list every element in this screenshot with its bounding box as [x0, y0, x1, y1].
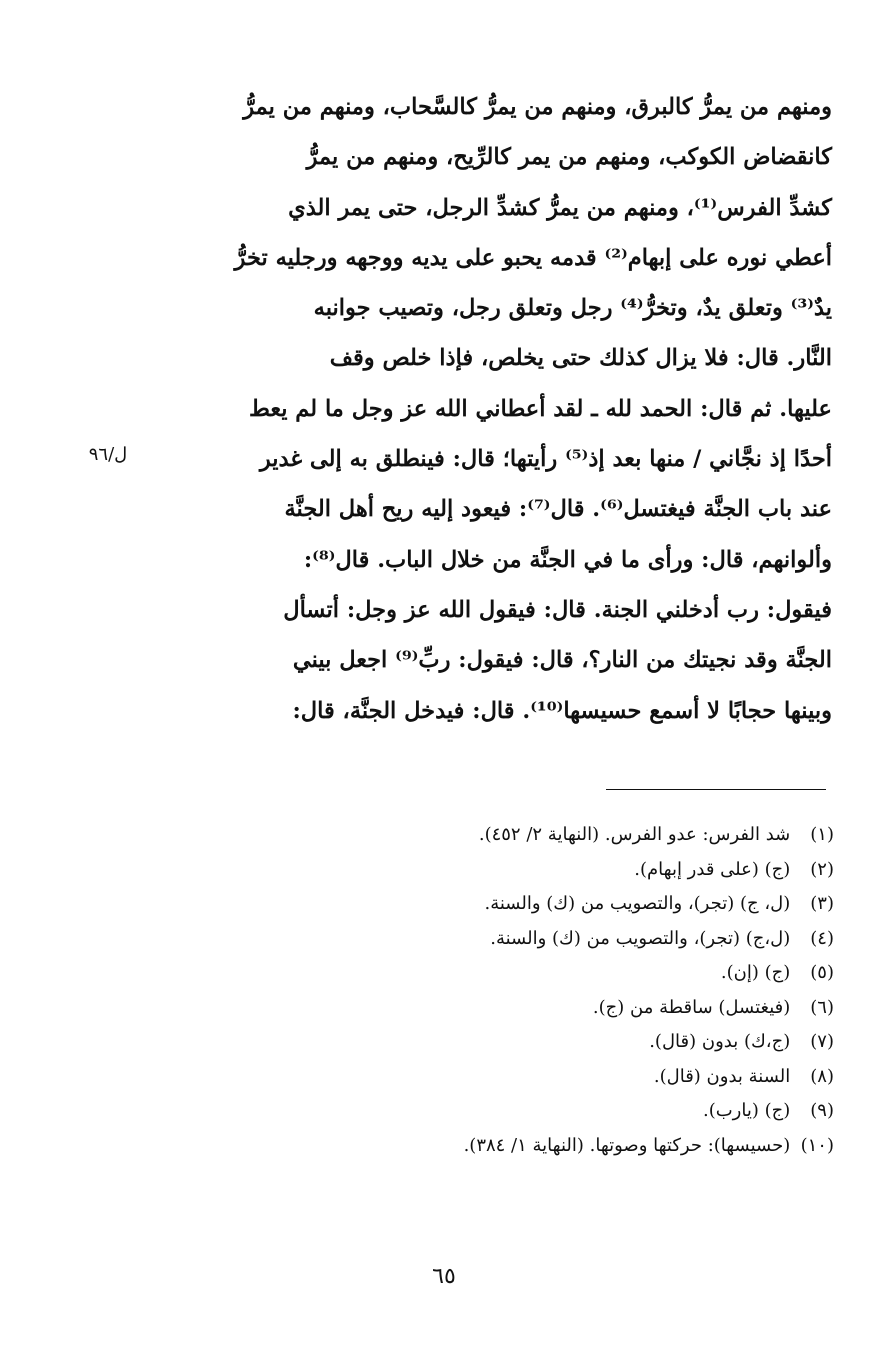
main-text — [160, 82, 832, 736]
footnote-separator — [606, 789, 826, 790]
footnote — [300, 1025, 834, 1060]
footnote-number: (١) — [810, 824, 834, 845]
footnote-number: (٤) — [810, 927, 834, 949]
text-line: يدٌ⁽³⁾ وتعلق يدٌ، وتخرُّ⁽⁴⁾ رجل وتعلق رجل، وتصيب جوانبه — [313, 295, 832, 322]
text-line: أحدًا إذ نجَّاني / منها بعد إذ⁽⁵⁾ رأيتها؛ قال: فينطلق به إلى غدير — [259, 446, 832, 473]
footnote-text: (ل، ج) (تجر)، والتصويب من (ك) والسنة. — [484, 893, 791, 914]
footnote — [300, 818, 834, 853]
footnotes — [300, 818, 834, 1163]
footnote-number: (٢) — [810, 858, 834, 880]
footnote-number: (٥) — [810, 962, 834, 983]
footnote — [300, 887, 834, 922]
text-line: كانقضاض الكوكب، ومنهم من يمر كالرِّيح، ومنهم من يمرُّ — [306, 144, 832, 171]
text-line: وبينها حجابًا لا أسمع حسيسها⁽¹⁰⁾. قال: فيدخل الجنَّة، قال: — [292, 697, 832, 724]
footnote-number: (٦) — [810, 996, 834, 1018]
footnote-number: (٩) — [810, 1100, 834, 1121]
text-line: النَّار. قال: فلا يزال كذلك حتى يخلص، فإذا خلص وقف — [329, 345, 832, 372]
footnote — [300, 922, 834, 957]
footnote-text: (فيغتسل) ساقطة من (ج). — [592, 996, 791, 1018]
text-line: وألوانهم، قال: ورأى ما في الجنَّة من خلال الباب. قال⁽⁸⁾: — [303, 546, 832, 573]
footnote-number: (١٠) — [800, 1134, 834, 1156]
text-line: الجنَّة وقد نجيتك من النار؟، قال: فيقول: ربِّ⁽⁹⁾ اجعل بيني — [292, 647, 832, 674]
footnote-text: (ج،ك) بدون (قال). — [649, 1031, 791, 1052]
footnote-text: (ج) (على قدر إبهام). — [634, 858, 791, 880]
footnote-text: (حسيسها): حركتها وصوتها. (النهاية ١/ ٣٨٤). — [463, 1134, 791, 1156]
page-number: ٦٥ — [432, 1264, 456, 1289]
text-line: فيقول: رب أدخلني الجنة. قال: فيقول الله عز وجل: أتسأل — [283, 596, 832, 623]
text-line: عليها. ثم قال: الحمد لله ـ لقد أعطاني الله عز وجل ما لم يعط — [248, 395, 832, 422]
footnote-number: (٨) — [810, 1065, 834, 1087]
footnote — [300, 991, 834, 1026]
text-line: عند باب الجنَّة فيغتسل⁽⁶⁾. قال⁽⁷⁾: فيعود إليه ريح أهل الجنَّة — [284, 496, 832, 523]
footnote-text: السنة بدون (قال). — [653, 1065, 791, 1087]
footnote-number: (٧) — [810, 1031, 834, 1052]
manuscript-folio-note: ل/٩٦ — [88, 444, 128, 465]
footnote-text: شد الفرس: عدو الفرس. (النهاية ٢/ ٤٥٢). — [478, 824, 791, 845]
text-line: كشدِّ الفرس⁽¹⁾، ومنهم من يمرُّ كشدِّ الرجل، حتى يمر الذي — [288, 194, 832, 221]
footnote-text: (ج) (إن). — [720, 962, 791, 983]
footnote — [300, 956, 834, 991]
text-line: ومنهم من يمرُّ كالبرق، ومنهم من يمرُّ كالسَّحاب، ومنهم من يمرُّ — [243, 94, 832, 120]
footnote-text: (ل،ج) (تجر)، والتصويب من (ك) والسنة. — [490, 927, 791, 949]
footnote-number: (٣) — [810, 893, 834, 914]
footnote-text: (ج) (يارب). — [702, 1100, 791, 1121]
text-line: أعطي نوره على إبهام⁽²⁾ قدمه يحبو على يديه ووجهه ورجليه تخرُّ — [234, 244, 832, 271]
footnote — [300, 1060, 834, 1095]
footnote — [300, 1129, 834, 1164]
footnote — [300, 853, 834, 888]
footnote — [300, 1094, 834, 1129]
